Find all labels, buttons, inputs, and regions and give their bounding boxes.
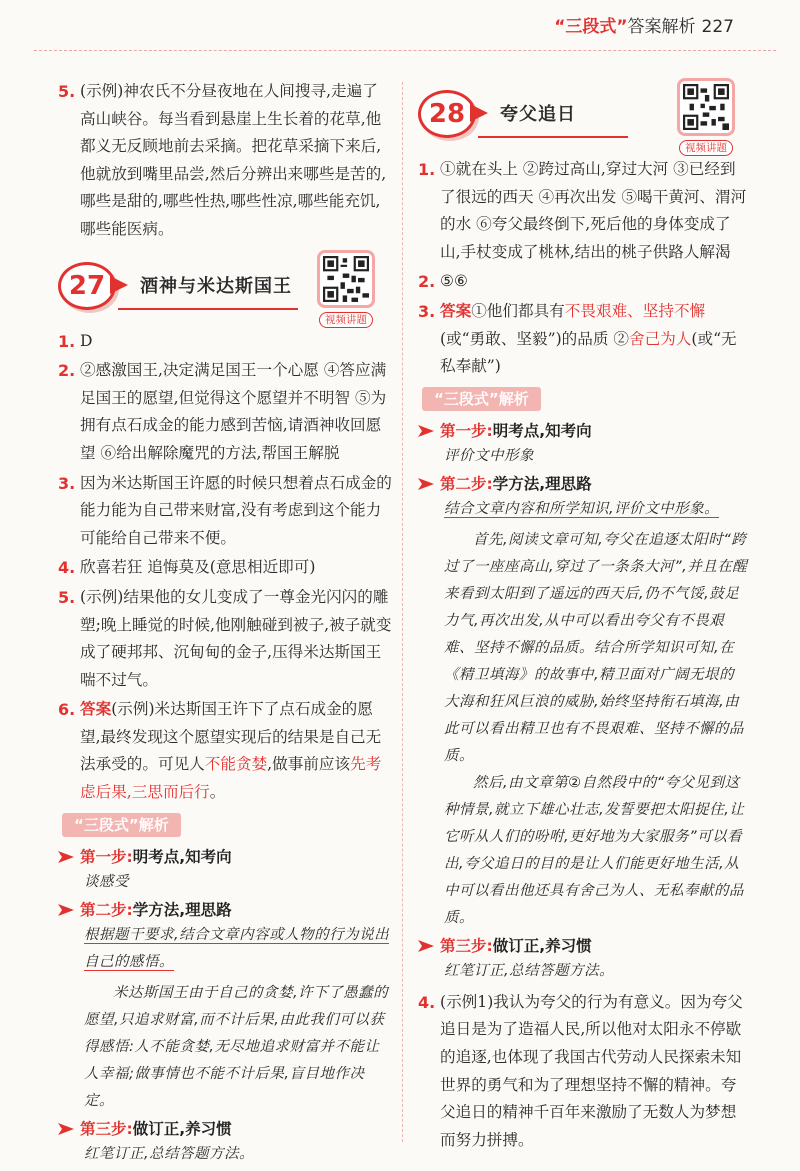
answer-text: (或“无私奉献”) [440,329,737,376]
answer-text: ①他们都具有 [471,301,565,320]
step-body: 红笔订正,总结答题方法。 [84,1145,255,1162]
section-heading-28 [418,78,748,152]
answer-keyword: 不能贪婪 [204,755,268,774]
step-heading [418,934,748,958]
qr-code-icon[interactable] [677,78,735,136]
analysis-paragraph: 首先,阅读文章可知,夸父在追逐太阳时“跨过了一座座高山,穿过了一条条大河”,并且在醒来看到太阳到了遥远的西天后,仍不气馁,鼓足力气,再次出发,从中可以看出夸父有不畏艰难、坚持不懈的品质。结合所学知识可知,在《精卫填海》的故事中,精卫面对广阔无垠的大海和狂风巨浪的威胁,始终坚持衔石填海,由此可以看出精卫也有不畏艰难、坚持不懈的品质。 [444,531,748,764]
item-number: 6. [58,700,76,720]
step-title: 做订正,养习惯 [132,1119,232,1138]
step-heading [58,898,392,922]
step-arrow-icon [418,940,434,952]
header-rule [34,50,776,51]
step-label: 第一步: [80,847,133,866]
item-number: 5. [58,82,76,101]
item-text: 因为米达斯国王许愿的时候只想着点石成金的能力能为自己带来财富,没有考虑到这个能力可能给自己带来不便。 [80,473,392,547]
answer-item [58,696,392,806]
item-text: ②感激国王,决定满足国王一个心愿 ④答应满足国王的愿望,但觉得这个愿望并不明智 ⑤为拥有点石成金的能力感到苦恼,请酒神收回愿望 ⑥给出解除魔咒的方法,帮国王解脱 [80,361,387,462]
section-underline [118,308,298,310]
analysis-banner: “三段式”解析 [62,813,181,837]
step-body: 谈感受 [84,873,129,890]
step-title: 做订正,养习惯 [492,936,592,955]
qr-caption: 视频讲题 [679,140,733,156]
item-text: ①就在头上 ②跨过高山,穿过大河 ③已经到了很远的西天 ④再次出发 ⑤喝干黄河、渭河的水 ⑥夸父最终倒下,死后他的身体变成了山,手杖变成了桃林,结出的桃子供路人解渴 [440,160,747,261]
step-title: 学方法,理思路 [492,474,592,493]
page-number: 227 [701,17,734,37]
answer-item [418,989,748,1155]
answer-item [418,156,748,266]
answer-tag: 答案 [80,700,112,719]
answer-keyword: 三思而后行 [131,783,210,802]
left-column [58,78,392,1168]
step-body [418,496,748,523]
step-label: 第二步: [440,474,493,493]
qr-caption: 视频讲题 [319,312,373,328]
item-number: 1. [418,160,436,179]
answer-keyword: 先考虑后果 [80,755,382,802]
analysis-paragraph: 然后,由文章第②自然段中的“夸父见到这种情景,就立下雄心壮志,发誓要把太阳捉住,让它听从人们的吩咐,更好地为大家服务”可以看出,夸父追日的目的是让人们能更好地生活,从中可以看出他还具有舍己为人、无私奉献的品质。 [444,774,745,926]
item-text: 欣喜若狂 追悔莫及(意思相近即可) [80,558,316,577]
step-heading [58,845,392,869]
answer-item [58,357,392,467]
item-number: 3. [418,301,436,321]
page-header [554,12,734,37]
answer-keyword: 舍己为人 [629,329,692,348]
step-label: 第三步: [440,936,493,955]
answer-item [58,470,392,553]
badge-arrow-icon [468,102,490,124]
step-arrow-icon [418,478,434,490]
item-text: (示例1)我认为夸父的行为有意义。因为夸父追日是为了造福人民,所以他对太阳永不停歇的追逐,也体现了我国古代劳动人民探索未知世界的勇气和为了理想坚持不懈的精神。夸父追日的精神千百年来激励了无数人为梦想而努力拼搏。 [440,992,743,1149]
answer-item [58,78,392,244]
item-number: 4. [418,992,436,1012]
answer-text: ,做事前应该 [267,755,351,774]
answer-item [58,328,392,356]
step-arrow-icon [58,904,74,916]
method-underlined: 根据题干要求,结合文章内容或人物的行为说出自己的感悟。 [84,926,390,970]
analysis-paragraph: 米达斯国王由于自己的贪婪,许下了愚蠢的愿望,只追求财富,而不计后果,由此我们可以获得感悟:人不能贪婪,无尽地追求财富并不能让人幸福;做事情也不能不计后果,盲目地作决定。 [84,984,389,1109]
step-arrow-icon [58,1123,74,1135]
step-label: 第一步: [440,421,493,440]
answer-tag: 答案 [440,301,472,320]
step-label: 第三步: [80,1119,133,1138]
answer-item [418,298,748,381]
column-divider [402,82,403,1142]
item-number: 2. [58,361,76,381]
item-number: 5. [58,587,76,607]
step-label: 第二步: [80,900,133,919]
item-number: 3. [58,473,76,493]
right-column [418,78,748,1156]
step-arrow-icon [418,425,434,437]
section-title: 夸父追日 [500,104,576,125]
item-text: D [80,331,93,350]
step-body: 评价文中形象 [444,447,534,464]
step-body [58,922,392,976]
item-number: 4. [58,558,76,578]
section-heading-27 [58,250,392,324]
answer-item [58,584,392,694]
header-label: 答案解析 [627,17,696,37]
answer-text: (或“勇敢、坚毅”)的品质 ② [440,329,630,348]
section-title: 酒神与米达斯国王 [140,275,292,297]
answer-keyword: 不畏艰难、坚持不懈 [564,301,706,320]
answer-text: (示例)米达斯国王许下了点石成金的愿望,最终发现这个愿望实现后的结果是自己无法承受的。可见人 [80,700,382,774]
step-title: 明考点,知考向 [132,847,232,866]
step-heading [58,1117,392,1141]
method-underlined: 结合文章内容和所学知识,评价文中形象。 [444,500,720,517]
item-text: (示例)结果他的女儿变成了一尊金光闪闪的雕塑;晚上睡觉的时候,他刚触碰到被子,被子就变成了硬邦邦、沉甸甸的金子,压得米达斯国王喘不过气。 [80,587,392,689]
answer-item [58,554,392,582]
section-number-badge: 28 [418,90,476,138]
item-number: 2. [418,272,436,292]
section-number-badge: 27 [58,262,116,310]
step-title: 学方法,理思路 [132,900,232,919]
step-heading [418,419,748,443]
answer-text: 。 [209,783,226,802]
analysis-banner: “三段式”解析 [422,387,541,411]
video-qr[interactable] [308,250,384,328]
step-title: 明考点,知考向 [492,421,592,440]
step-body: 红笔订正,总结答题方法。 [444,962,615,979]
answer-item [418,268,748,296]
item-text: ⑤⑥ [440,272,468,291]
item-number: 1. [58,331,76,351]
step-heading [418,472,748,496]
video-qr[interactable] [668,78,744,156]
badge-arrow-icon [108,274,130,296]
step-arrow-icon [58,851,74,863]
item-text: (示例)神农氏不分昼夜地在人间搜寻,走遍了高山峡谷。每当看到悬崖上生长着的花草,他都义无反顾地前去采摘。把花草采摘下来后,他就放到嘴里品尝,然后分辨出来哪些是苦的,哪些是甜的,哪些性热,哪些性凉,哪些能充饥,哪些能医病。 [80,82,387,238]
qr-code-icon[interactable] [317,250,375,308]
section-underline [478,136,628,138]
answer-separator: , [126,783,132,802]
header-series: “三段式” [554,17,628,37]
